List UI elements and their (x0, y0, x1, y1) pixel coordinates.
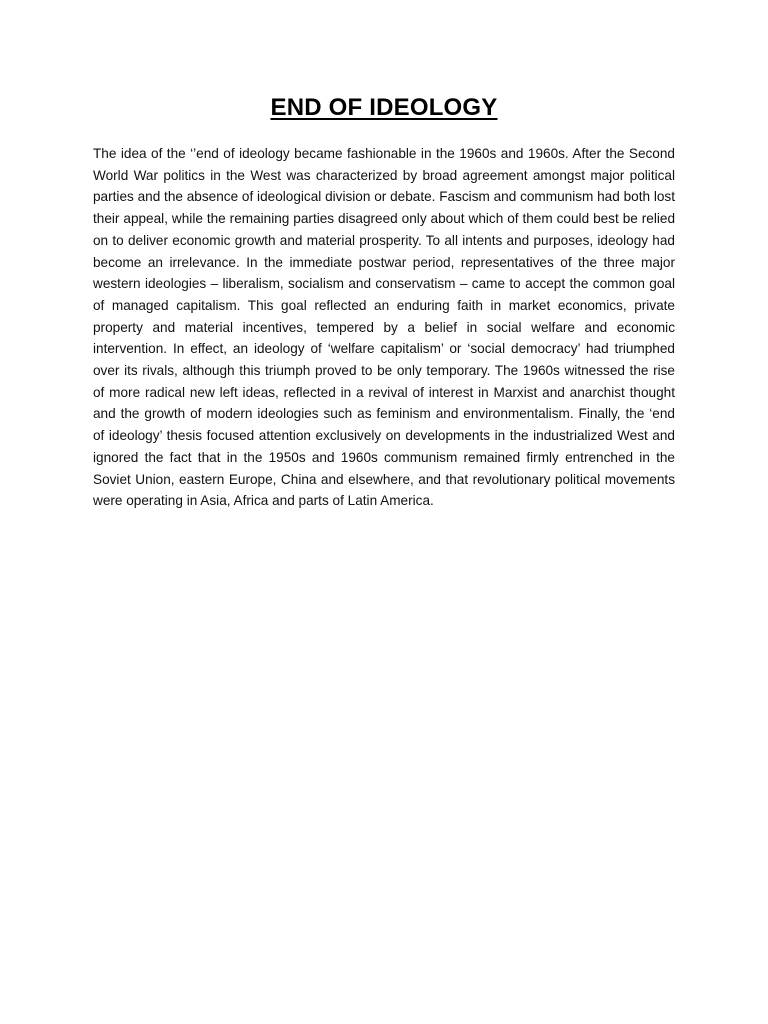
body-paragraph: The idea of the ‘’end of ideology became fashionable in the 1960s and 1960s. After the Second World War politics in the West was characterized by broad agreement amongst major political parties and the absence of ideological division or debate. Fascism and communism had both lost their appeal, while the remaining parties disagreed only about which of them could best be relied on to deliver economic growth and material prosperity. To all intents and purposes, ideology had become an irrelevance. In the immediate postwar period, representatives of the three major western ideologies – liberalism, socialism and conservatism – came to accept the common goal of managed capitalism. This goal reflected an enduring faith in market economics, private property and material incentives, tempered by a belief in social welfare and economic intervention. In effect, an ideology of ‘welfare capitalism’ or ‘social democracy’ had triumphed over its rivals, although this triumph proved to be only temporary. The 1960s witnessed the rise of more radical new left ideas, reflected in a revival of interest in Marxist and anarchist thought and the growth of modern ideologies such as feminism and environmentalism. Finally, the ‘end of ideology’ thesis focused attention exclusively on developments in the industrialized West and ignored the fact that in the 1950s and 1960s communism remained firmly entrenched in the Soviet Union, eastern Europe, China and elsewhere, and that revolutionary political movements were operating in Asia, Africa and parts of Latin America. (93, 146, 675, 509)
document-title: END OF IDEOLOGY (270, 94, 498, 121)
